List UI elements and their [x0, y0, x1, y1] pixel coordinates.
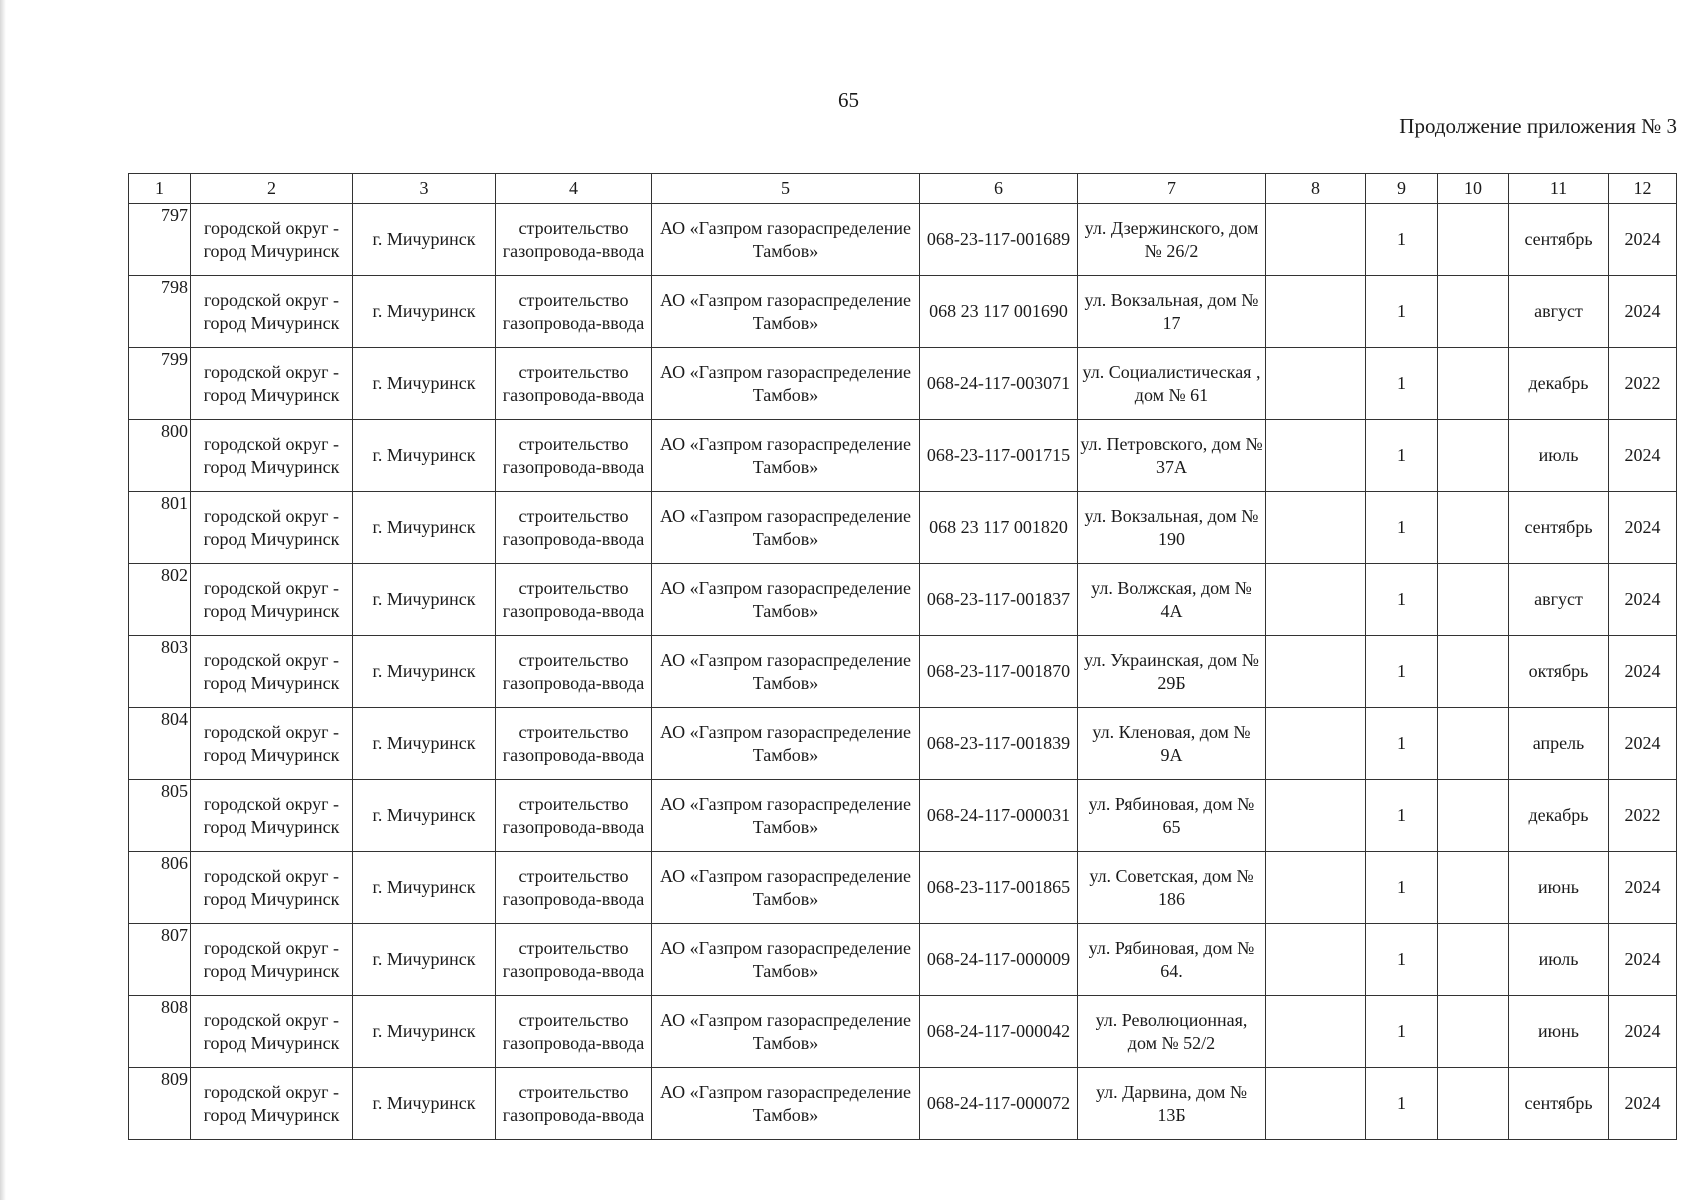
cell-organization: АО «Газпром газораспределение Тамбов» — [652, 996, 920, 1068]
cell-settlement: г. Мичуринск — [353, 564, 496, 636]
cell-organization: АО «Газпром газораспределение Тамбов» — [652, 852, 920, 924]
cell-col-8 — [1266, 852, 1366, 924]
cell-month: сентябрь — [1509, 204, 1609, 276]
cell-municipality: городской округ - город Мичуринск — [191, 492, 353, 564]
cell-row-number: 801 — [129, 492, 191, 564]
cell-quantity: 1 — [1366, 708, 1438, 780]
cell-row-number: 802 — [129, 564, 191, 636]
cell-organization: АО «Газпром газораспределение Тамбов» — [652, 564, 920, 636]
cell-municipality: городской округ - город Мичуринск — [191, 852, 353, 924]
cell-quantity: 1 — [1366, 780, 1438, 852]
cell-registry-code: 068-23-117-001715 — [920, 420, 1078, 492]
cell-year: 2022 — [1609, 780, 1677, 852]
cell-row-number: 800 — [129, 420, 191, 492]
cell-registry-code: 068 23 117 001820 — [920, 492, 1078, 564]
cell-col-8 — [1266, 996, 1366, 1068]
cell-work-type: строительство газопровода-ввода — [496, 420, 652, 492]
cell-registry-code: 068-23-117-001689 — [920, 204, 1078, 276]
cell-month: июнь — [1509, 852, 1609, 924]
cell-address: ул. Украинская, дом № 29Б — [1078, 636, 1266, 708]
cell-address: ул. Социалистическая , дом № 61 — [1078, 348, 1266, 420]
cell-address: ул. Советская, дом № 186 — [1078, 852, 1266, 924]
cell-quantity: 1 — [1366, 348, 1438, 420]
cell-registry-code: 068-24-117-000031 — [920, 780, 1078, 852]
cell-municipality: городской округ - город Мичуринск — [191, 204, 353, 276]
cell-col-8 — [1266, 1068, 1366, 1140]
table-row — [129, 924, 1677, 996]
cell-organization: АО «Газпром газораспределение Тамбов» — [652, 492, 920, 564]
cell-settlement: г. Мичуринск — [353, 420, 496, 492]
cell-address: ул. Кленовая, дом № 9А — [1078, 708, 1266, 780]
cell-quantity: 1 — [1366, 204, 1438, 276]
cell-quantity: 1 — [1366, 276, 1438, 348]
cell-settlement: г. Мичуринск — [353, 996, 496, 1068]
cell-work-type: строительство газопровода-ввода — [496, 636, 652, 708]
column-header-7: 7 — [1078, 174, 1266, 204]
cell-settlement: г. Мичуринск — [353, 348, 496, 420]
cell-work-type: строительство газопровода-ввода — [496, 492, 652, 564]
cell-work-type: строительство газопровода-ввода — [496, 564, 652, 636]
cell-col-10 — [1438, 492, 1509, 564]
header-row — [129, 174, 1677, 204]
cell-registry-code: 068 23 117 001690 — [920, 276, 1078, 348]
column-header-9: 9 — [1366, 174, 1438, 204]
cell-address: ул. Дарвина, дом № 13Б — [1078, 1068, 1266, 1140]
cell-col-10 — [1438, 924, 1509, 996]
cell-col-8 — [1266, 348, 1366, 420]
cell-address: ул. Дзержинского, дом № 26/2 — [1078, 204, 1266, 276]
cell-year: 2024 — [1609, 924, 1677, 996]
cell-year: 2024 — [1609, 708, 1677, 780]
cell-settlement: г. Мичуринск — [353, 492, 496, 564]
cell-row-number: 808 — [129, 996, 191, 1068]
cell-settlement: г. Мичуринск — [353, 780, 496, 852]
column-header-3: 3 — [353, 174, 496, 204]
cell-col-10 — [1438, 852, 1509, 924]
cell-settlement: г. Мичуринск — [353, 1068, 496, 1140]
cell-registry-code: 068-23-117-001839 — [920, 708, 1078, 780]
cell-municipality: городской округ - город Мичуринск — [191, 924, 353, 996]
cell-organization: АО «Газпром газораспределение Тамбов» — [652, 636, 920, 708]
cell-address: ул. Вокзальная, дом № 190 — [1078, 492, 1266, 564]
cell-quantity: 1 — [1366, 996, 1438, 1068]
cell-municipality: городской округ - город Мичуринск — [191, 564, 353, 636]
cell-organization: АО «Газпром газораспределение Тамбов» — [652, 348, 920, 420]
cell-registry-code: 068-24-117-000042 — [920, 996, 1078, 1068]
table-row — [129, 564, 1677, 636]
cell-row-number: 797 — [129, 204, 191, 276]
table-row — [129, 1068, 1677, 1140]
cell-address: ул. Петровского, дом № 37А — [1078, 420, 1266, 492]
cell-municipality: городской округ - город Мичуринск — [191, 1068, 353, 1140]
gasification-schedule-table — [128, 173, 1677, 1140]
cell-row-number: 803 — [129, 636, 191, 708]
cell-col-10 — [1438, 636, 1509, 708]
cell-year: 2024 — [1609, 564, 1677, 636]
cell-quantity: 1 — [1366, 492, 1438, 564]
cell-settlement: г. Мичуринск — [353, 708, 496, 780]
cell-month: октябрь — [1509, 636, 1609, 708]
cell-organization: АО «Газпром газораспределение Тамбов» — [652, 1068, 920, 1140]
cell-municipality: городской округ - город Мичуринск — [191, 420, 353, 492]
cell-organization: АО «Газпром газораспределение Тамбов» — [652, 204, 920, 276]
cell-year: 2024 — [1609, 996, 1677, 1068]
cell-work-type: строительство газопровода-ввода — [496, 852, 652, 924]
appendix-continuation-note: Продолжение приложения № 3 — [1399, 114, 1677, 138]
cell-year: 2022 — [1609, 348, 1677, 420]
cell-quantity: 1 — [1366, 924, 1438, 996]
cell-settlement: г. Мичуринск — [353, 276, 496, 348]
column-header-10: 10 — [1438, 174, 1509, 204]
cell-registry-code: 068-23-117-001837 — [920, 564, 1078, 636]
cell-col-10 — [1438, 780, 1509, 852]
cell-settlement: г. Мичуринск — [353, 204, 496, 276]
cell-quantity: 1 — [1366, 420, 1438, 492]
cell-month: июнь — [1509, 996, 1609, 1068]
cell-row-number: 807 — [129, 924, 191, 996]
cell-month: июль — [1509, 420, 1609, 492]
cell-address: ул. Рябиновая, дом № 65 — [1078, 780, 1266, 852]
cell-col-10 — [1438, 276, 1509, 348]
cell-address: ул. Рябиновая, дом № 64. — [1078, 924, 1266, 996]
table-row — [129, 492, 1677, 564]
cell-registry-code: 068-23-117-001865 — [920, 852, 1078, 924]
cell-work-type: строительство газопровода-ввода — [496, 1068, 652, 1140]
table-row — [129, 276, 1677, 348]
cell-quantity: 1 — [1366, 564, 1438, 636]
table-row — [129, 348, 1677, 420]
cell-work-type: строительство газопровода-ввода — [496, 996, 652, 1068]
cell-year: 2024 — [1609, 1068, 1677, 1140]
cell-month: июль — [1509, 924, 1609, 996]
cell-municipality: городской округ - город Мичуринск — [191, 708, 353, 780]
cell-row-number: 799 — [129, 348, 191, 420]
cell-month: август — [1509, 276, 1609, 348]
cell-registry-code: 068-24-117-003071 — [920, 348, 1078, 420]
cell-col-8 — [1266, 636, 1366, 708]
cell-month: сентябрь — [1509, 1068, 1609, 1140]
cell-year: 2024 — [1609, 276, 1677, 348]
page-number: 65 — [838, 88, 859, 112]
cell-col-8 — [1266, 204, 1366, 276]
cell-year: 2024 — [1609, 636, 1677, 708]
cell-organization: АО «Газпром газораспределение Тамбов» — [652, 276, 920, 348]
column-header-1: 1 — [129, 174, 191, 204]
cell-col-10 — [1438, 420, 1509, 492]
column-header-4: 4 — [496, 174, 652, 204]
cell-quantity: 1 — [1366, 636, 1438, 708]
cell-organization: АО «Газпром газораспределение Тамбов» — [652, 420, 920, 492]
cell-year: 2024 — [1609, 204, 1677, 276]
cell-year: 2024 — [1609, 420, 1677, 492]
cell-quantity: 1 — [1366, 852, 1438, 924]
table-row — [129, 708, 1677, 780]
scan-edge-shadow — [0, 0, 6, 1200]
cell-organization: АО «Газпром газораспределение Тамбов» — [652, 780, 920, 852]
cell-year: 2024 — [1609, 492, 1677, 564]
column-header-12: 12 — [1609, 174, 1677, 204]
cell-settlement: г. Мичуринск — [353, 852, 496, 924]
table-row — [129, 636, 1677, 708]
cell-month: сентябрь — [1509, 492, 1609, 564]
cell-quantity: 1 — [1366, 1068, 1438, 1140]
cell-col-10 — [1438, 996, 1509, 1068]
table-row — [129, 996, 1677, 1068]
cell-address: ул. Вокзальная, дом № 17 — [1078, 276, 1266, 348]
cell-work-type: строительство газопровода-ввода — [496, 348, 652, 420]
cell-work-type: строительство газопровода-ввода — [496, 708, 652, 780]
table-row — [129, 204, 1677, 276]
column-header-6: 6 — [920, 174, 1078, 204]
cell-municipality: городской округ - город Мичуринск — [191, 276, 353, 348]
column-header-2: 2 — [191, 174, 353, 204]
column-header-11: 11 — [1509, 174, 1609, 204]
cell-col-8 — [1266, 420, 1366, 492]
table-body — [129, 204, 1677, 1140]
cell-work-type: строительство газопровода-ввода — [496, 204, 652, 276]
cell-municipality: городской округ - город Мичуринск — [191, 348, 353, 420]
cell-municipality: городской округ - город Мичуринск — [191, 780, 353, 852]
cell-col-10 — [1438, 1068, 1509, 1140]
table-row — [129, 420, 1677, 492]
column-header-5: 5 — [652, 174, 920, 204]
cell-registry-code: 068-24-117-000009 — [920, 924, 1078, 996]
cell-col-10 — [1438, 564, 1509, 636]
cell-municipality: городской округ - город Мичуринск — [191, 636, 353, 708]
cell-col-10 — [1438, 708, 1509, 780]
cell-col-8 — [1266, 708, 1366, 780]
table-row — [129, 780, 1677, 852]
cell-year: 2024 — [1609, 852, 1677, 924]
cell-organization: АО «Газпром газораспределение Тамбов» — [652, 924, 920, 996]
cell-col-8 — [1266, 780, 1366, 852]
cell-col-8 — [1266, 564, 1366, 636]
cell-month: декабрь — [1509, 780, 1609, 852]
cell-col-8 — [1266, 492, 1366, 564]
cell-organization: АО «Газпром газораспределение Тамбов» — [652, 708, 920, 780]
cell-address: ул. Волжская, дом № 4А — [1078, 564, 1266, 636]
cell-col-10 — [1438, 204, 1509, 276]
cell-col-8 — [1266, 276, 1366, 348]
cell-month: декабрь — [1509, 348, 1609, 420]
cell-registry-code: 068-23-117-001870 — [920, 636, 1078, 708]
table-row — [129, 852, 1677, 924]
cell-col-8 — [1266, 924, 1366, 996]
cell-work-type: строительство газопровода-ввода — [496, 924, 652, 996]
cell-work-type: строительство газопровода-ввода — [496, 276, 652, 348]
cell-settlement: г. Мичуринск — [353, 924, 496, 996]
cell-row-number: 806 — [129, 852, 191, 924]
cell-row-number: 804 — [129, 708, 191, 780]
cell-month: апрель — [1509, 708, 1609, 780]
cell-row-number: 798 — [129, 276, 191, 348]
cell-settlement: г. Мичуринск — [353, 636, 496, 708]
column-header-8: 8 — [1266, 174, 1366, 204]
cell-row-number: 805 — [129, 780, 191, 852]
cell-registry-code: 068-24-117-000072 — [920, 1068, 1078, 1140]
cell-work-type: строительство газопровода-ввода — [496, 780, 652, 852]
cell-row-number: 809 — [129, 1068, 191, 1140]
cell-address: ул. Революционная, дом № 52/2 — [1078, 996, 1266, 1068]
cell-month: август — [1509, 564, 1609, 636]
cell-municipality: городской округ - город Мичуринск — [191, 996, 353, 1068]
cell-col-10 — [1438, 348, 1509, 420]
